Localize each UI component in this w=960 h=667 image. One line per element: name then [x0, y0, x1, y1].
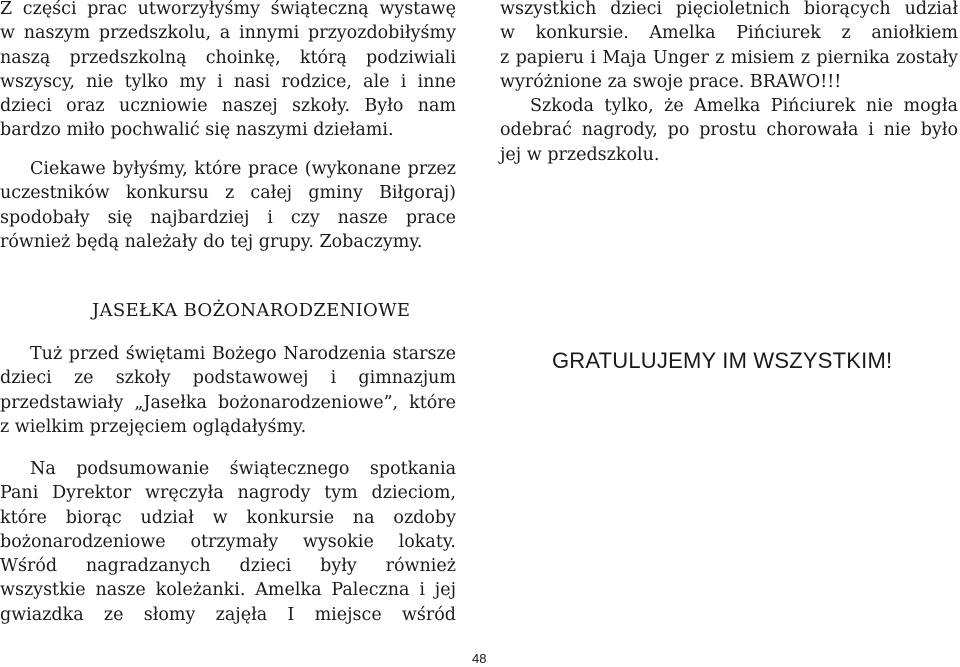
text-line: w konkursie. Amelka Pińciurek z aniołkiem: [500, 23, 958, 44]
paragraph-nativity-play: [0, 342, 456, 439]
text-line: dzieci oraz uczniowie naszej szkoły. Było nam: [0, 96, 456, 117]
text-line: wszystkich dzieci pięcioletnich biorących udział: [500, 0, 958, 19]
text-line: jej w przedszkolu.: [500, 144, 660, 165]
text-line: bardzo miło pochwalić się naszymi dziełami.: [0, 120, 394, 141]
section-title: JASEŁKA BOŻONARODZENIOWE: [92, 300, 411, 321]
text-line: wszystkie nasze koleżanki. Amelka Paleczna i jej: [0, 580, 456, 601]
text-line: w naszym przedszkolu, a innymi przyozdobiłyśmy: [0, 23, 456, 44]
text-line: Szkoda tylko, że Amelka Pińciurek nie mogła: [530, 96, 958, 116]
page-number: 48: [472, 651, 487, 666]
text-line: bożonarodzeniowe otrzymały wysokie lokaty.: [0, 531, 456, 552]
text-line: odebrać nagrody, po prostu chorowała i nie było: [500, 120, 958, 141]
text-line: Z części prac utworzyłyśmy świąteczną wystawę: [0, 0, 456, 19]
text-line: wszyscy, nie tylko my i nasi rodzice, ale i inne: [0, 71, 456, 92]
paragraph-winners: [500, 0, 958, 94]
text-line: z wielkim przejęciem oglądałyśmy.: [0, 416, 307, 437]
text-line: naszą przedszkolną choinkę, którą podziwiali: [0, 47, 456, 68]
congratulations-heading: GRATULUJEMY IM WSZYSTKIM!: [552, 348, 893, 373]
text-line: wyróżnione za swoje prace. BRAWO!!!: [500, 71, 842, 92]
text-line: z papieru i Maja Unger z misiem z piernika zostały: [500, 47, 958, 68]
text-line: dzieci ze szkoły podstawowej i gimnazjum: [0, 368, 456, 389]
paragraph-curiosity: [0, 157, 456, 254]
text-line: Pani Dyrektor wręczyła nagrody tym dzieciom,: [0, 483, 456, 504]
text-line: Ciekawe byłyśmy, które prace (wykonane przez: [30, 159, 456, 179]
text-line: Tuż przed świętami Bożego Narodzenia starsze: [30, 344, 456, 364]
paragraph-awards: [0, 457, 456, 627]
text-line: Na podsumowanie świątecznego spotkania: [30, 459, 456, 479]
text-line: gwiazdka ze słomy zajęła I miejsce wśród: [0, 604, 456, 625]
text-line: spodobały się najbardziej i czy nasze prace: [0, 207, 456, 228]
paragraph-regret: [500, 94, 958, 167]
text-line: uczestników konkursu z całej gminy Biłgoraj): [0, 183, 456, 204]
paragraph-exhibition: [0, 0, 456, 143]
text-line: przedstawiały „Jasełka bożonarodzeniowe”, które: [0, 392, 456, 413]
text-line: również będą należały do tej grupy. Zobaczymy.: [0, 231, 423, 252]
text-line: Wśród nagradzanych dzieci były również: [0, 556, 456, 577]
text-line: które biorąc udział w konkursie na ozdoby: [0, 507, 456, 528]
